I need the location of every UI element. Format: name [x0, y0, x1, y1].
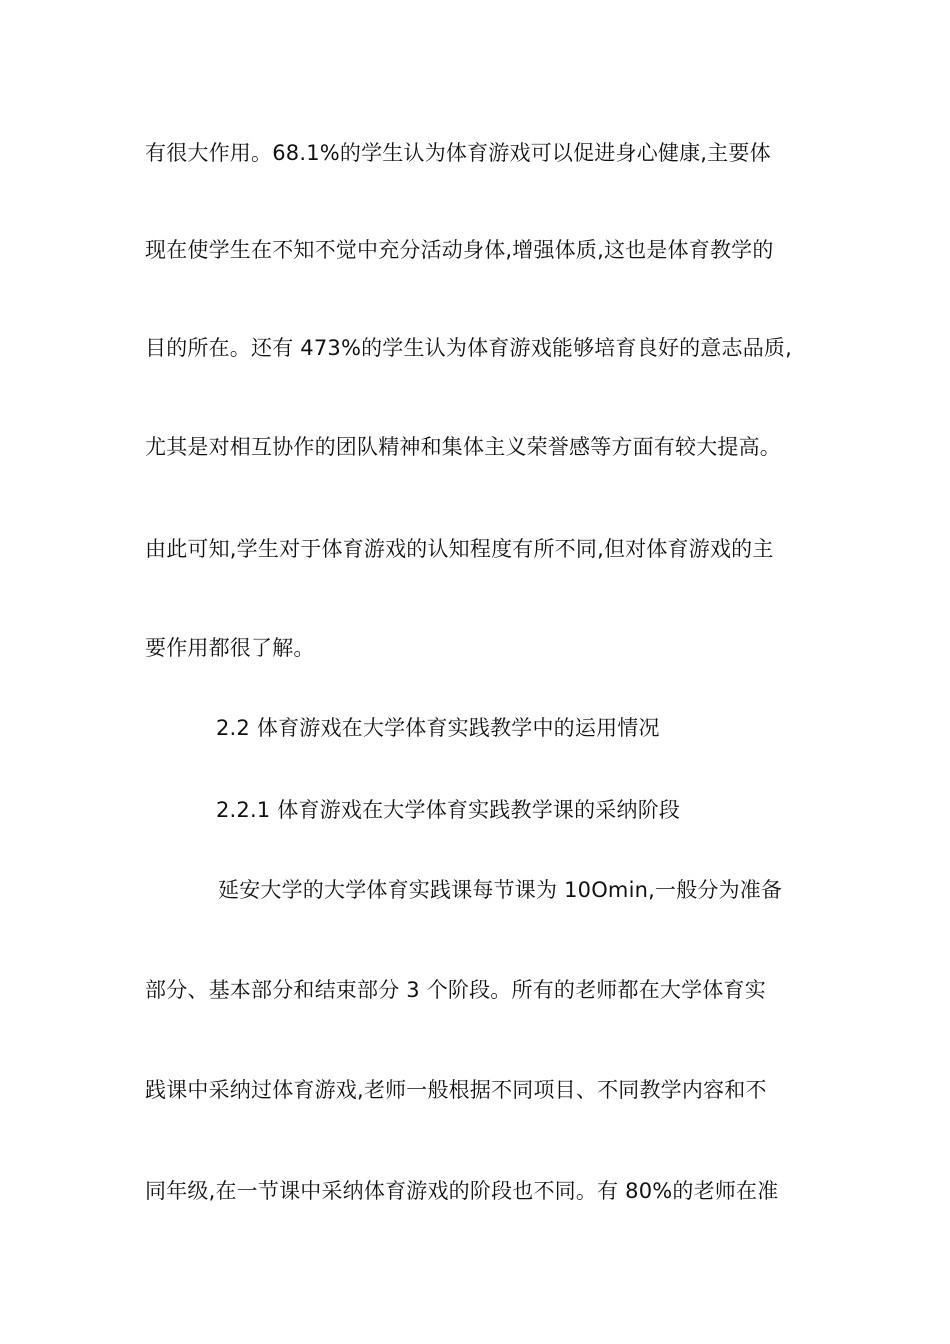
- paragraph-line: 践课中采纳过体育游戏,老师一般根据不同项目、不同教学内容和不: [145, 1078, 767, 1102]
- section-heading: 2.2 体育游戏在大学体育实践教学中的运用情况: [216, 716, 660, 740]
- subsection-heading: 2.2.1 体育游戏在大学体育实践教学课的采纳阶段: [216, 798, 681, 822]
- paragraph-line: 延安大学的大学体育实践课每节课为 10Omin,一般分为准备: [218, 878, 783, 902]
- paragraph-line: 尤其是对相互协作的团队精神和集体主义荣誉感等方面有较大提高。: [145, 435, 781, 459]
- paragraph-line: 部分、基本部分和结束部分 3 个阶段。所有的老师都在大学体育实: [145, 978, 766, 1002]
- paragraph-line: 现在使学生在不知不觉中充分活动身体,增强体质,这也是体育教学的: [145, 238, 774, 262]
- paragraph-line: 目的所在。还有 473%的学生认为体育游戏能够培育良好的意志品质,: [145, 336, 792, 360]
- paragraph-line: 同年级,在一节课中采纳体育游戏的阶段也不同。有 80%的老师在准: [145, 1179, 779, 1203]
- paragraph-line: 要作用都很了解。: [145, 636, 315, 660]
- paragraph-line: 有很大作用。68.1%的学生认为体育游戏可以促进身心健康,主要体: [145, 141, 771, 165]
- paragraph-line: 由此可知,学生对于体育游戏的认知程度有所不同,但对体育游戏的主: [145, 537, 774, 561]
